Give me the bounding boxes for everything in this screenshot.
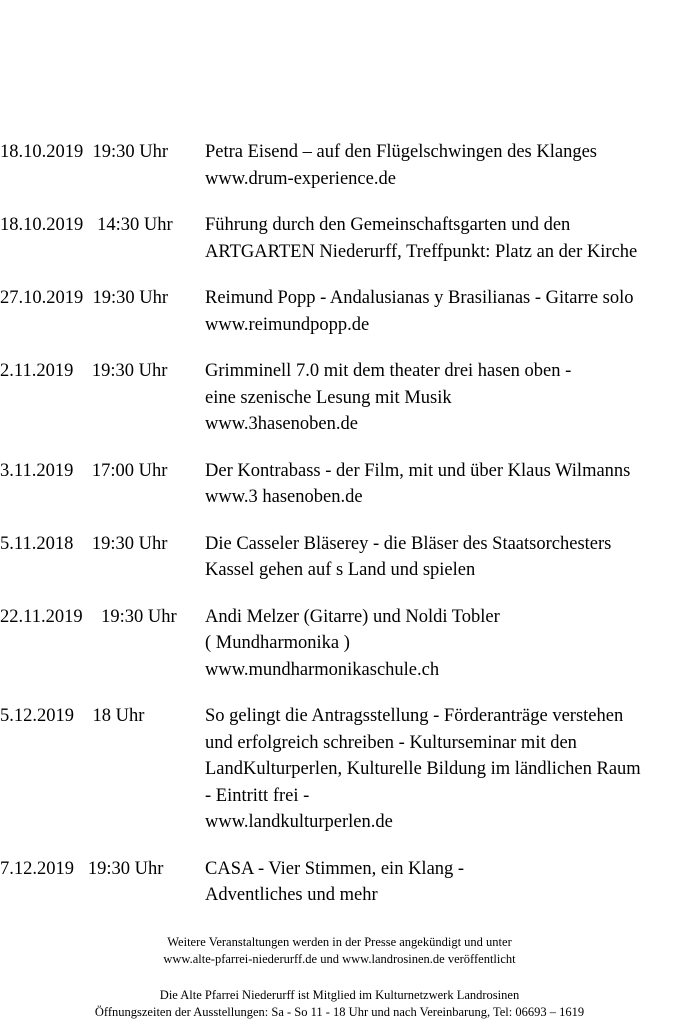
event-item [0, 458, 679, 511]
event-title: CASA - Vier Stimmen, ein Klang - [205, 858, 465, 879]
event-description [205, 458, 679, 511]
footer-hours-line: Öffnungszeiten der Ausstellungen: Sa - So 11 - 18 Uhr und nach Vereinbarung, Tel: 06693 – 1619 [94, 1005, 585, 1019]
event-description [205, 856, 679, 909]
event-website[interactable]: www.landkulturperlen.de [205, 812, 393, 832]
event-item [0, 212, 679, 265]
event-detail: - Eintritt frei - [205, 785, 310, 806]
event-item [0, 285, 679, 338]
event-detail: Kassel gehen auf s Land und spielen [205, 560, 476, 580]
event-description [205, 604, 679, 684]
event-detail: Adventliches und mehr [205, 885, 378, 905]
event-item [0, 604, 679, 684]
event-detail: ARTGARTEN Niederurff, Treffpunkt: Platz an der Kirche [205, 241, 638, 262]
event-description [205, 212, 679, 265]
footer-note [0, 934, 679, 968]
event-item [0, 856, 679, 909]
event-datetime: 7.12.2019 19:30 Uhr [0, 858, 164, 879]
event-datetime: 5.11.2018 19:30 Uhr [0, 533, 168, 554]
event-title: Petra Eisend – auf den Flügelschwingen des Klanges [205, 142, 598, 162]
event-detail: eine szenische Lesung mit Musik [205, 387, 452, 408]
footer-note-line: Weitere Veranstaltungen werden in der Presse angekündigt und unter [167, 935, 512, 949]
event-title: Andi Melzer (Gitarre) und Noldi Tobler [205, 606, 500, 627]
event-datetime: 3.11.2019 17:00 Uhr [0, 460, 168, 481]
event-datetime: 5.12.2019 18 Uhr [0, 706, 145, 726]
footer-note-line: www.alte-pfarrei-niederurff.de und www.landrosinen.de veröffentlicht [163, 952, 516, 966]
event-datetime: 22.11.2019 19:30 Uhr [0, 606, 177, 627]
event-detail: und erfolgreich schreiben - Kulturseminar mit den [205, 732, 577, 753]
event-item [0, 703, 679, 836]
event-title: Führung durch den Gemeinschaftsgarten und den [205, 215, 571, 235]
event-datetime: 18.10.2019 19:30 Uhr [0, 142, 169, 162]
event-item [0, 139, 679, 192]
event-title: Die Casseler Bläserey - die Bläser des Staatsorchesters [205, 533, 612, 554]
event-description [205, 139, 679, 192]
event-description [205, 703, 679, 836]
event-description [205, 358, 679, 438]
event-title: So gelingt die Antragsstellung - Förderanträge verstehen [205, 706, 624, 726]
event-datetime: 18.10.2019 14:30 Uhr [0, 215, 173, 235]
event-description [205, 531, 679, 584]
event-website[interactable]: www.3 hasenoben.de [205, 487, 363, 507]
event-website[interactable]: www.drum-experience.de [205, 168, 396, 189]
event-detail: ( Mundharmonika ) [205, 633, 350, 653]
event-list [0, 139, 679, 929]
event-description [205, 285, 679, 338]
event-item [0, 531, 679, 584]
event-title: Reimund Popp - Andalusianas y Brasilianas - Gitarre solo [205, 288, 634, 308]
event-datetime: 2.11.2019 19:30 Uhr [0, 361, 168, 381]
footer-member-line: Die Alte Pfarrei Niederurff ist Mitglied im Kulturnetzwerk Landrosinen [159, 988, 520, 1002]
event-website[interactable]: www.reimundpopp.de [205, 314, 370, 335]
event-website[interactable]: www.3hasenoben.de [205, 414, 358, 434]
event-detail: LandKulturperlen, Kulturelle Bildung im ländlichen Raum [205, 759, 641, 779]
footer-info [0, 987, 679, 1021]
event-title: Der Kontrabass - der Film, mit und über Klaus Wilmanns [205, 460, 631, 481]
event-website[interactable]: www.mundharmonikaschule.ch [205, 659, 440, 680]
event-datetime: 27.10.2019 19:30 Uhr [0, 288, 169, 308]
event-title: Grimminell 7.0 mit dem theater drei hasen oben - [205, 361, 572, 381]
event-item [0, 358, 679, 438]
